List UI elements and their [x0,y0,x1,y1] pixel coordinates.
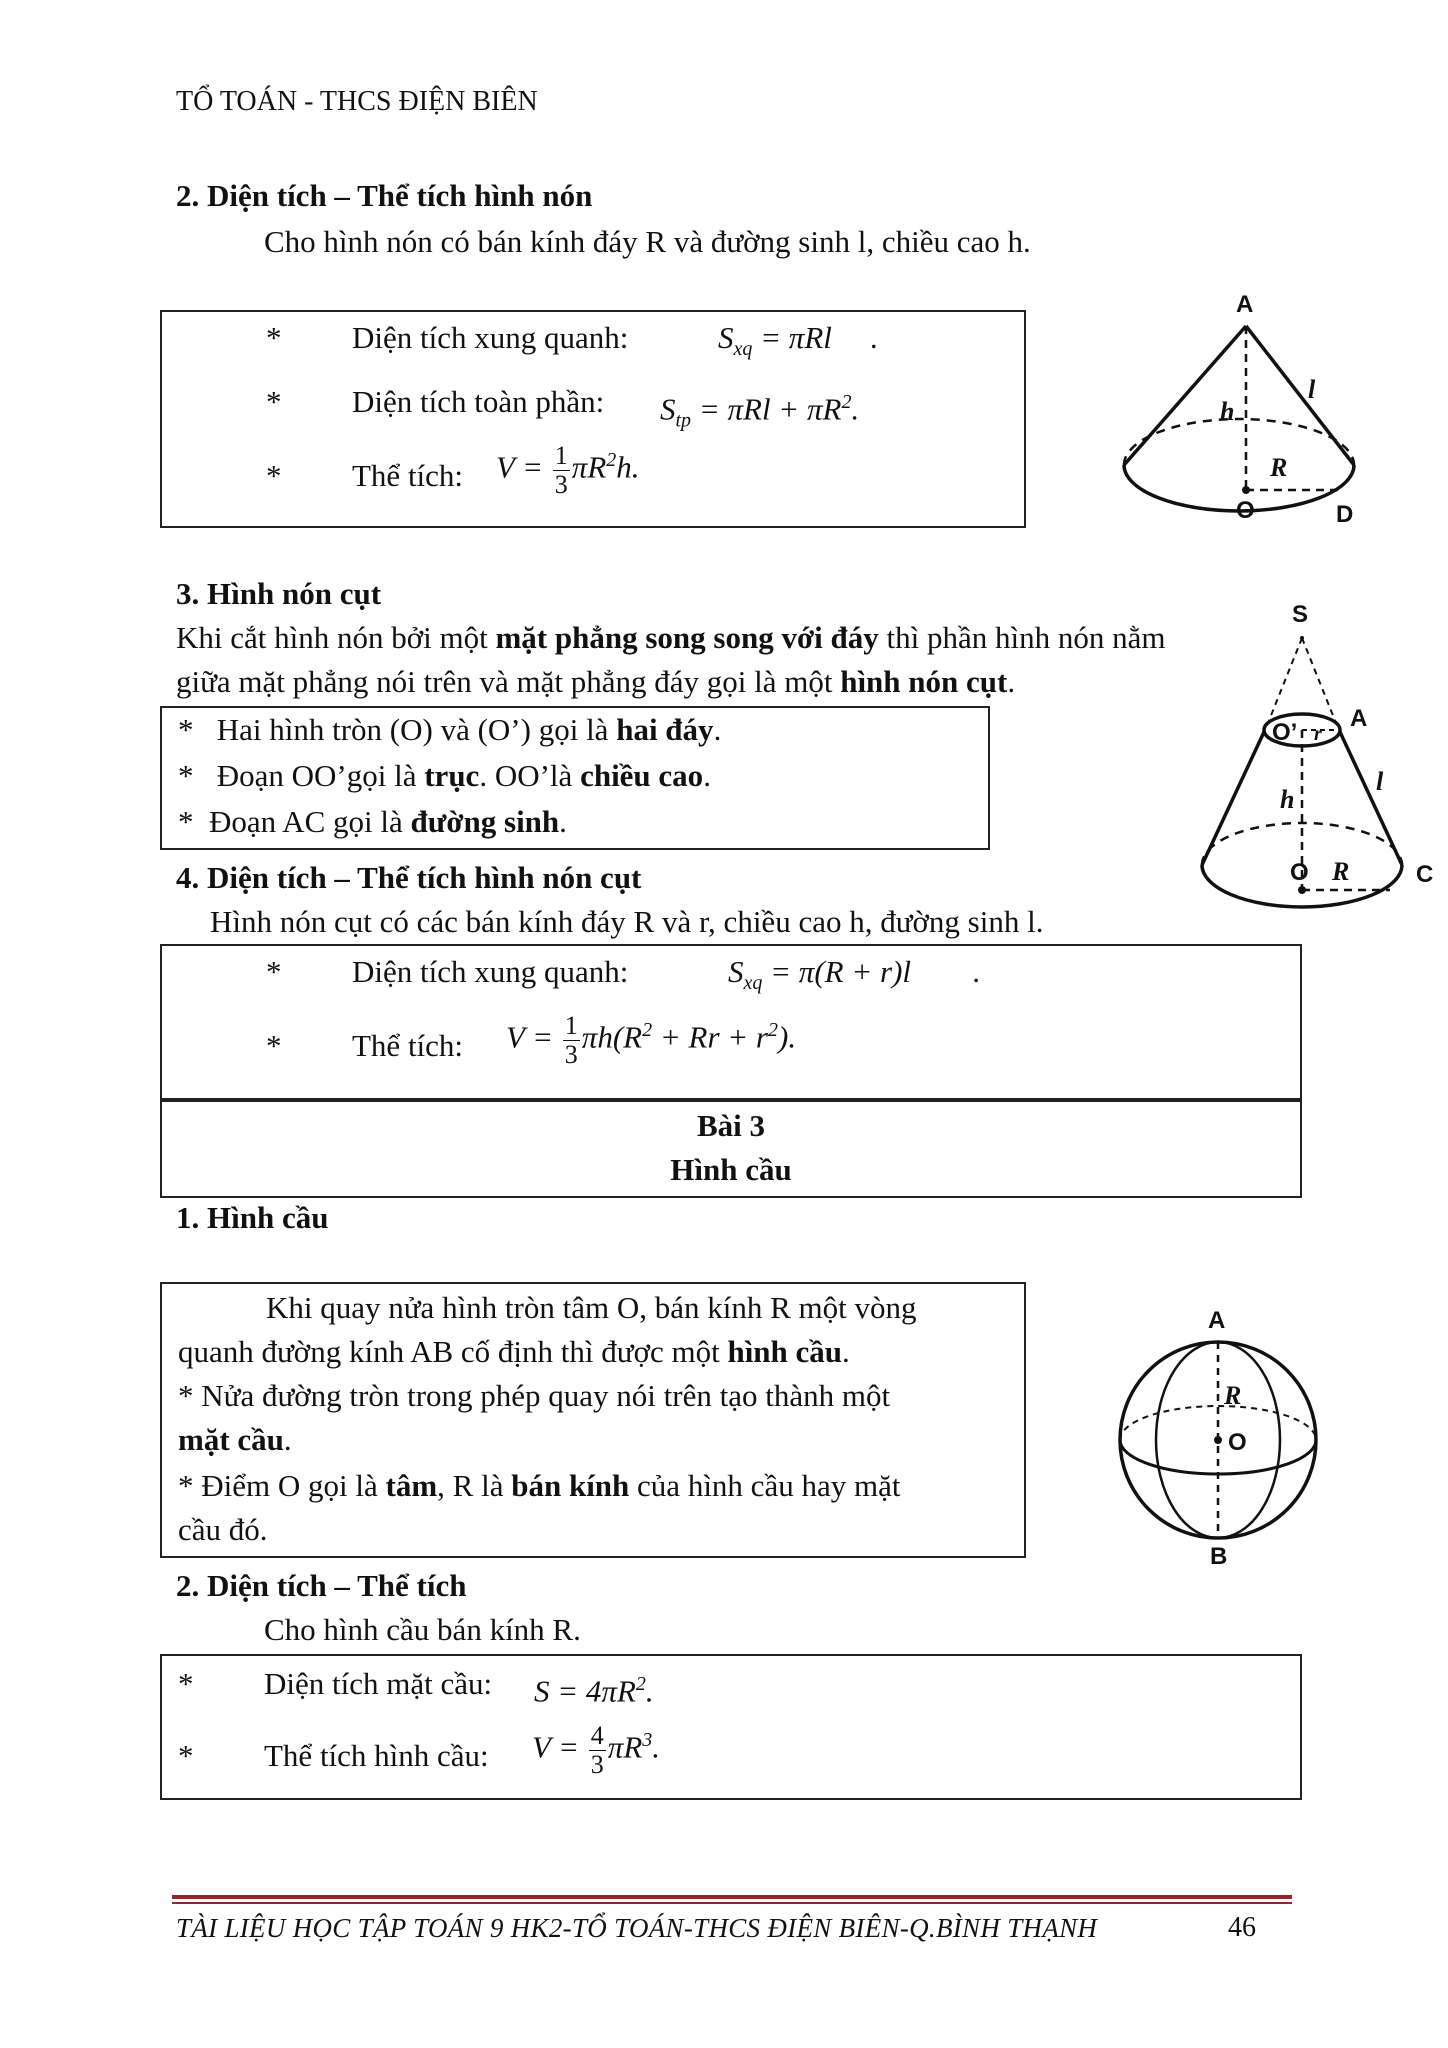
footer-rule [172,1902,1292,1904]
frustum-label-o-prime: O’ [1272,719,1298,746]
bold-term: mặt cầu [178,1422,284,1457]
text: . [703,758,711,793]
formula-box-frustum [160,944,1302,1100]
bullet: * [266,458,282,493]
bold-term: trục [424,758,480,793]
cone-label-o: O [1236,497,1255,524]
text: thì phần hình nón nằm [878,620,1166,655]
frustum-definition-line-2 [176,662,1015,702]
sphere-label-b: B [1210,1543,1228,1570]
formula-label-sphere-volume: Thể tích hình cầu: [264,1738,489,1773]
cone-diagram [1120,290,1380,540]
text: . [713,712,722,747]
bold-term: chiều cao [580,758,704,793]
section-intro-cone: Cho hình nón có bán kính đáy R và đường sinh l, chiều cao h. [264,224,1031,259]
bullet: * [266,954,282,989]
sphere-text-line-3: * Nửa đường tròn trong phép quay nói trên tạo thành một [178,1378,891,1413]
frustum-diagram [1190,600,1440,910]
frustum-property-axis: * Đoạn OO’gọi là trục. OO’là chiều cao. [178,758,711,793]
frustum-label-o: O [1290,859,1309,886]
text: * Điểm O gọi là [178,1468,386,1503]
frustum-label-s: S [1292,601,1309,628]
lesson-number: Bài 3 [696,1108,766,1143]
text: Đoạn AC gọi là [209,804,411,839]
section-title-cone-area: 2. Diện tích – Thể tích hình nón [176,178,593,213]
frustum-label-c: C [1416,861,1434,888]
bold-term: hai đáy [616,712,714,747]
text: giữa mặt phẳng nói trên và mặt phẳng đáy gọi là một [176,664,841,699]
formula-label-sphere-area: Diện tích mặt cầu: [264,1666,493,1701]
formula-sphere-area: $S = 4\pi R^2$. [534,1673,654,1709]
bold-term: mặt phẳng song song với đáy [495,620,879,655]
sphere-text-line-1: Khi quay nửa hình tròn tâm O, bán kính R một vòng [266,1290,917,1325]
lesson-title-box [160,1100,1302,1198]
text: , R là [437,1468,512,1503]
formula-frustum-lateral-area: $S_{xq} = \pi(R + r)l$ . [728,954,981,995]
cone-label-d: D [1336,501,1354,528]
sphere-label-r: R [1224,1381,1242,1410]
cone-label-r: R [1270,453,1288,482]
footer-text: TÀI LIỆU HỌC TẬP TOÁN 9 HK2-TỔ TOÁN-THCS ĐIỆN BIÊN-Q.BÌNH THẠNH [176,1913,1098,1943]
formula-total-area: $S_{tp} = \pi Rl + \pi R^2$. [660,391,860,432]
page-header: TỔ TOÁN - THCS ĐIỆN BIÊN [176,86,538,117]
formula-cone-volume: V = $\frac{1}{3}$ $\pi R^2h$. [496,440,640,499]
bold-term: hình nón cụt [840,664,1008,699]
bold-term: đường sinh [410,804,560,839]
section-title-frustum-area: 4. Diện tích – Thể tích hình nón cụt [176,860,642,895]
bold-term: hình cầu [727,1334,843,1369]
section-title-sphere-area: 2. Diện tích – Thể tích [176,1568,467,1603]
sphere-text-line-2 [178,1332,850,1372]
frustum-label-r: R [1332,857,1350,886]
formula-box-sphere [160,1654,1302,1800]
frustum-label-l: l [1376,767,1384,796]
text: Đoạn OO’gọi là [216,758,425,793]
sphere-text-line-4 [178,1420,292,1460]
formula-sphere-volume: V = $\frac{4}{3}$ $\pi R^3$. [532,1720,661,1779]
text: Khi cắt hình nón bởi một [176,620,496,655]
frustum-properties-box [160,706,990,850]
bold-term: bán kính [511,1468,630,1503]
lesson-name: Hình cầu [670,1152,792,1187]
frustum-label-h: h [1280,785,1295,814]
formula-label-total: Diện tích toàn phần: [352,384,605,419]
formula-label-lateral: Diện tích xung quanh: [352,320,629,355]
formula-box-cone [160,310,1026,528]
text: Hai hình tròn (O) và (O’) gọi là [216,712,617,747]
text: . [283,1422,292,1457]
footer-rule [172,1895,1292,1899]
formula-label-frustum-volume: Thể tích: [352,1028,464,1063]
formula-lateral-area: $S_{xq} = \pi Rl$ . [718,320,879,361]
sphere-label-a: A [1208,1307,1226,1334]
text: . [1007,664,1016,699]
bullet: * [266,1028,282,1063]
formula-label-volume: Thể tích: [352,458,464,493]
cone-label-a: A [1236,291,1254,318]
sphere-label-o: O [1228,1429,1247,1456]
text: của hình cầu hay mặt [629,1468,901,1503]
section-intro-frustum: Hình nón cụt có các bán kính đáy R và r, chiều cao h, đường sinh l. [210,904,1044,939]
text: . [559,804,567,839]
bullet: * [266,384,282,419]
cone-label-l: l [1308,375,1316,404]
frustum-label-r-small: r [1314,723,1322,745]
bullet: * [178,1666,194,1701]
frustum-property-slant: * Đoạn AC gọi là đường sinh. [178,804,567,839]
text: quanh đường kính AB cố định thì được một [178,1334,728,1369]
text: . [842,1334,850,1369]
bullet: * [266,320,282,355]
page-number: 46 [1228,1912,1256,1943]
sphere-diagram [1110,1300,1330,1570]
section-intro-sphere: Cho hình cầu bán kính R. [264,1612,581,1647]
formula-frustum-volume: V = $\frac{1}{3}$ $\pi h(R^2 + Rr + r^2)$. [506,1010,797,1069]
bold-term: tâm [385,1468,438,1503]
formula-label-frustum-lateral: Diện tích xung quanh: [352,954,629,989]
sphere-text-line-5 [178,1466,900,1506]
cone-label-h: h [1220,397,1235,426]
text: . OO’là [479,758,581,793]
frustum-property-bases: * Hai hình tròn (O) và (O’) gọi là hai đáy. [178,712,722,747]
frustum-definition-line-1 [176,618,1165,658]
sphere-text-line-6: cầu đó. [178,1512,268,1547]
frustum-label-a: A [1350,705,1368,732]
section-title-sphere: 1. Hình cầu [176,1200,329,1235]
sphere-definition-box [160,1282,1026,1558]
section-title-frustum: 3. Hình nón cụt [176,576,382,611]
bullet: * [178,1738,194,1773]
